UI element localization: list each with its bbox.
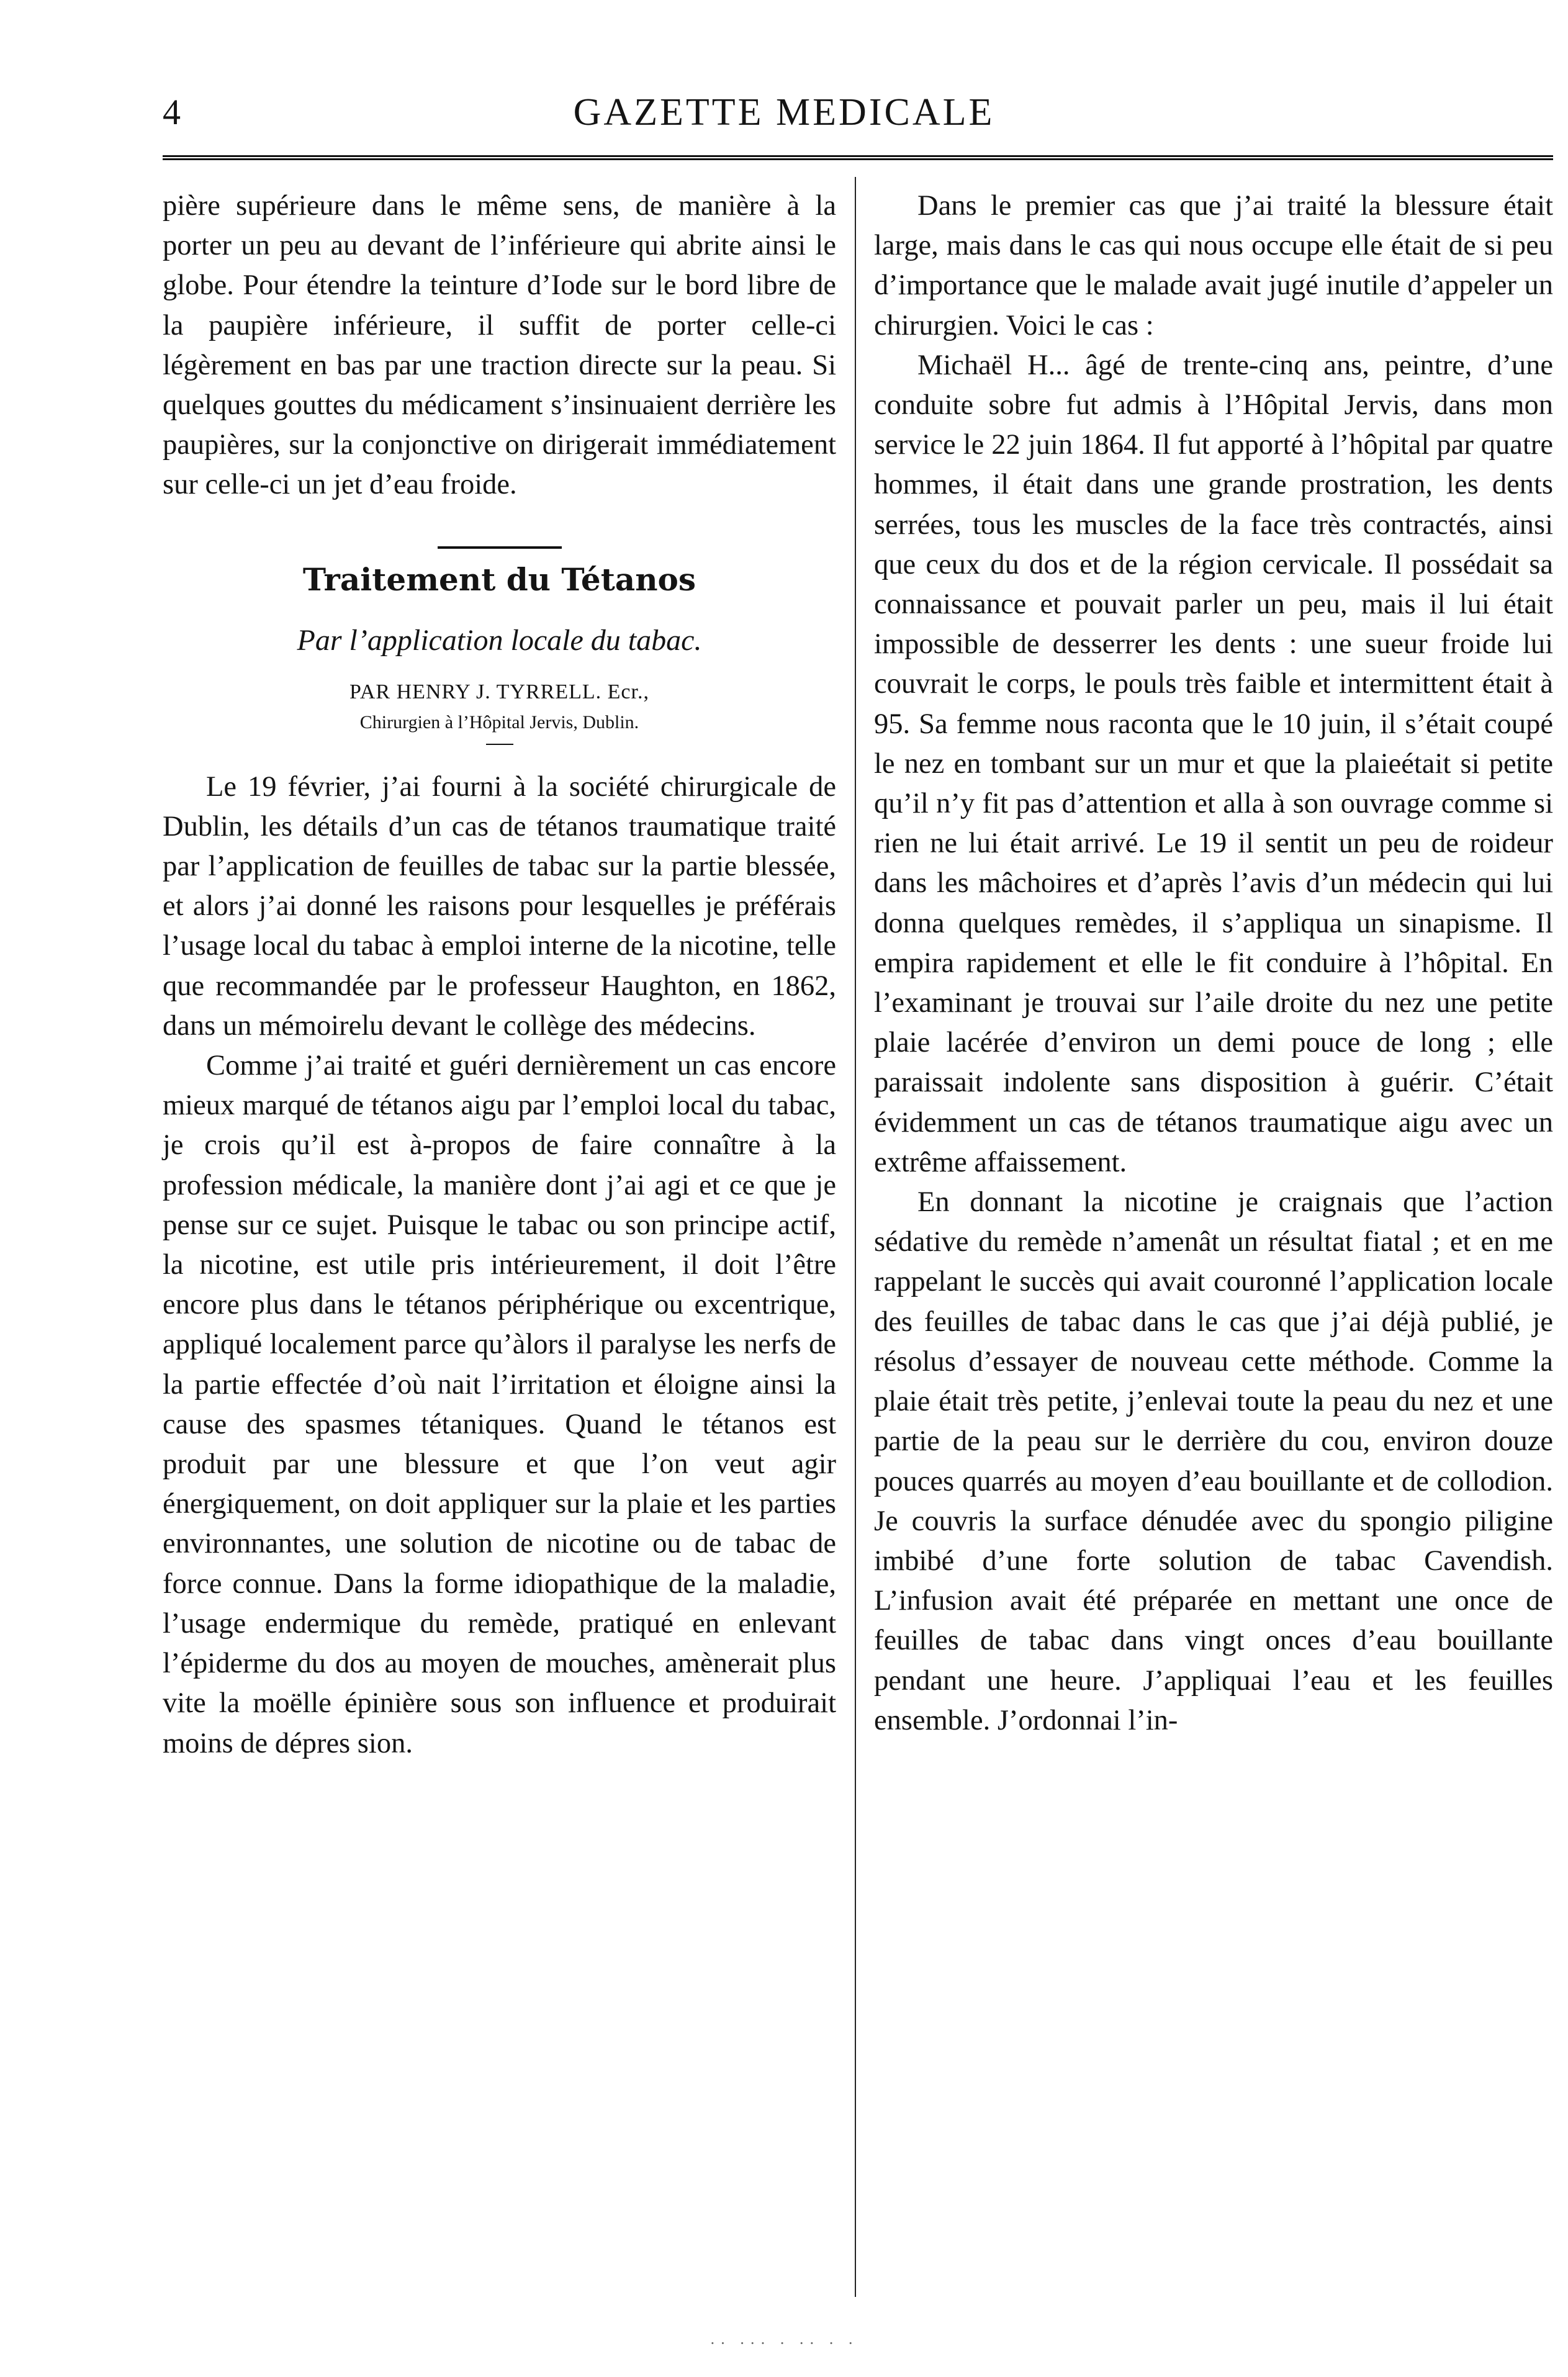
left-paragraph-3: Comme j’ai traité et guéri dernièrement un cas encore mieux marqué de tétanos aigu par l’emploi local du tabac, je crois qu’il est à-propos de faire connaître à la profession médicale, la manière dont j’ai agi et ce que je pense sur ce sujet. Puisque le tabac ou son principe actif, la nicotine, est utile pris intérieurement, il doit l’être encore plus dans le tétanos périphérique ou excentrique, appliqué localement parce qu’àlors il paralyse les nerfs de la partie effectée d’où nait l’irritation et éloigne ainsi la cause des spasmes tétaniques. Quand le tétanos est produit par une blessure et que l’on veut agir énergiquement, on doit appliquer sur la plaie et les parties environnantes, une solution de nicotine ou de tabac de force connue. Dans la forme idiopathique de la maladie, l’usage endermique du remède, pratiqué en enlevant l’épiderme du dos au moyen de mouches, amènerait plus vite la moëlle épinière sous son influence et produirait moins de dépres sion. <box>163 1050 836 1759</box>
header-rule <box>163 155 1553 160</box>
section-divider-bottom <box>486 744 513 745</box>
section-title: Traitement du Tétanos <box>302 561 696 598</box>
left-column <box>163 186 836 1764</box>
right-paragraph-1: Dans le premier cas que j’ai traité la blessure était large, mais dans le cas qui nous occupe elle était de si peu d’importance que le malade avait jugé inutile d’appeler un chirurgien. Voici le cas : <box>874 190 1553 341</box>
column-divider <box>855 177 856 2297</box>
running-title: GAZETTE MEDICALE <box>573 91 995 133</box>
section-divider-top <box>438 546 562 549</box>
footer-print-marks: ·· ··· · ·· · · <box>710 2334 858 2352</box>
left-paragraph-1: pière supérieure dans le même sens, de manière à la porter un peu au devant de l’inférieure qui abrite ainsi le globe. Pour étendre la teinture d’Iode sur le bord libre de la paupière inférieure, il suffit de porter celle-ci légèrement en bas par une traction directe sur la peau. Si quelques gouttes du médicament s’insinuaient derrière les paupières, sur la conjonctive on dirigerait immédiatement sur celle-ci un jet d’eau froide. <box>163 190 836 501</box>
left-paragraph-2: Le 19 février, j’ai fourni à la société chirurgicale de Dublin, les détails d’un cas de tétanos traumatique traité par l’application de feuilles de tabac sur la partie blessée, et alors j’ai donné les raisons pour lesquelles je préférais l’usage local du tabac à emploi interne de la nicotine, telle que recommandée par le professeur Haughton, en 1862, dans un mémoirelu devant le collège des médecins. <box>163 770 836 1042</box>
page-number: 4 <box>163 92 181 132</box>
right-column <box>874 186 1553 1741</box>
right-paragraph-3: En donnant la nicotine je craignais que l’action sédative du remède n’amenât un résultat fiatal ; et en me rappelant le succès qui avait couronné l’application locale des feuilles de tabac dans le cas que j’ai déjà publié, je résolus d’essayer de nouveau cette méthode. Comme la plaie était très petite, j’enlevai toute la peau du nez et une partie de la peau sur le derrière du cou, environ douze pouces quarrés au moyen d’eau bouillante et de collodion. Je couvris la surface dénudée avec du spongio piligine imbibé d’une forte solution de tabac Cavendish. L’infusion avait été préparée en mettant une once de feuilles de tabac dans vingt onces d’eau bouillante pendant une heure. J’appliquai l’eau et les feuilles ensemble. J’ordonnai l’in- <box>874 1186 1553 1736</box>
section-subtitle: Par l’application locale du tabac. <box>297 623 702 657</box>
author-byline: PAR HENRY J. TYRRELL. Ecr., <box>349 680 649 703</box>
right-paragraph-2: Michaël H... âgé de trente-cinq ans, peintre, d’une conduite sobre fut admis à l’Hôpital Jervis, dans mon service le 22 juin 1864. Il fut apporté à l’hôpital par quatre hommes, il était dans une grande prostration, les dents serrées, tous les muscles de la face très contractés, ainsi que ceux du dos et de la région cervicale. Il possédait sa connaissance et pouvait parler un peu, mais il lui était impossible de desserrer les dents : une sueur froide lui couvrait le corps, le pouls très faible et intermittent était à 95. Sa femme nous raconta que le 10 juin, il s’était coupé le nez en tombant sur un mur et que la plaieétait si petite qu’il n’y fit pas d’attention et alla à son ouvrage comme si rien ne lui était arrivé. Le 19 il sentit un peu de roideur dans les mâchoires et d’après l’avis d’un médecin qui lui donna quelques remèdes, il s’appliqua un sinapisme. Il empira rapidement et elle le fit conduire à l’hôpital. En l’examinant je trouvai sur l’aile droite du nez une petite plaie lacérée d’environ un demi pouce de long ; elle paraissait indolente sans disposition à guérir. C’était évidemment un cas de tétanos traumatique aigu avec un extrême affaissement. <box>874 349 1553 1178</box>
author-affiliation: Chirurgien à l’Hôpital Jervis, Dublin. <box>359 711 639 733</box>
